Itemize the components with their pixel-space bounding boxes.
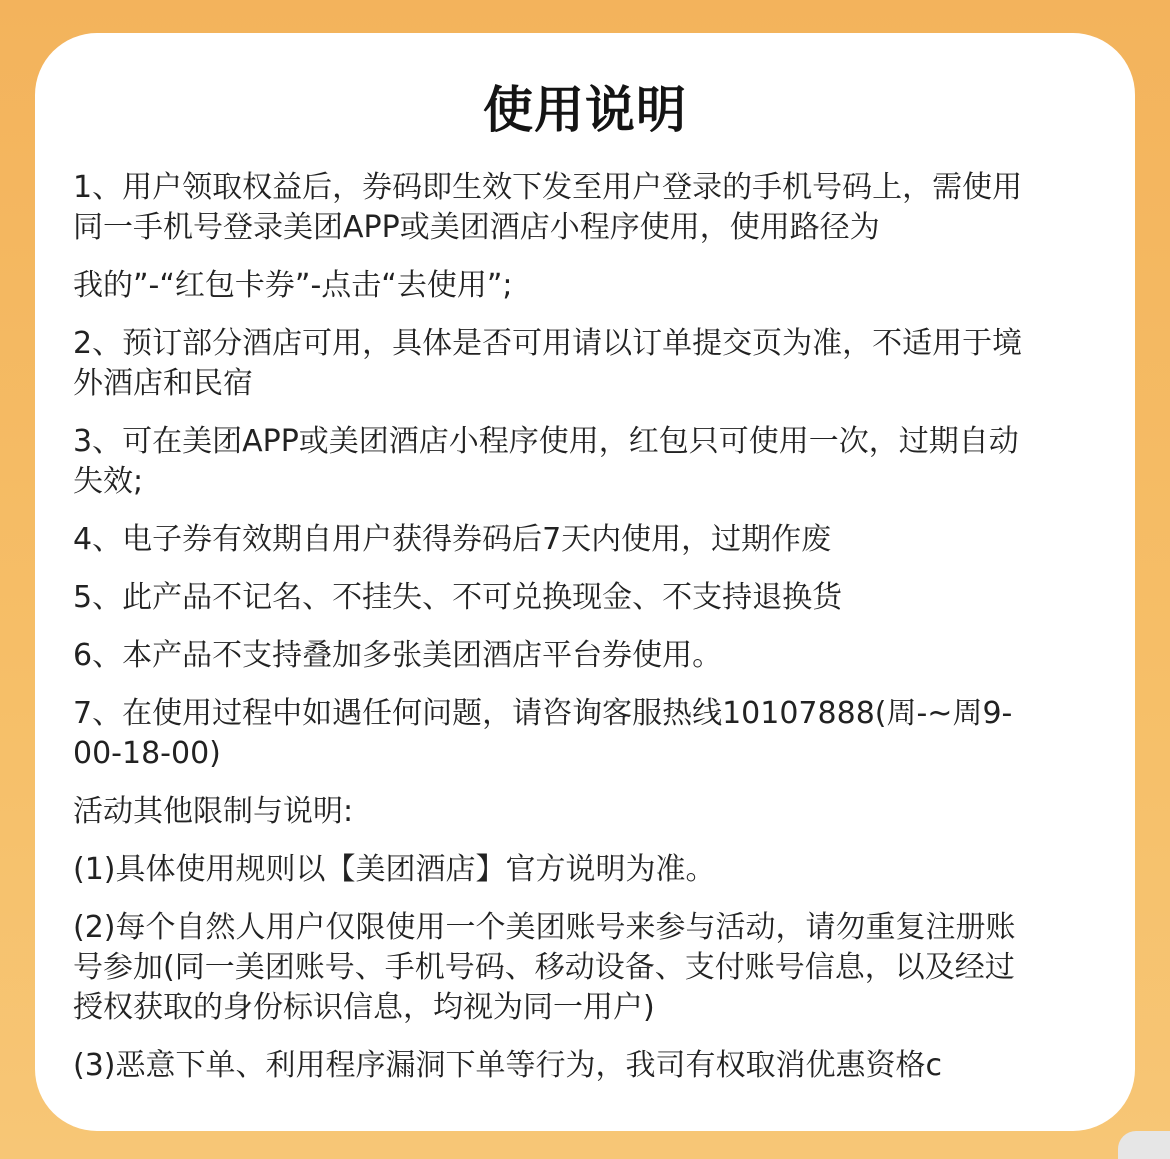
line: 00-18-00) <box>73 736 221 771</box>
instructions-card <box>35 33 1135 1131</box>
line: 外酒店和民宿 <box>73 366 253 401</box>
line: 1、用户领取权益后，券码即生效下发至用户登录的手机号码上，需使用 <box>73 170 1023 205</box>
line: 3、可在美团APP或美团酒店小程序使用，红包只可使用一次，过期自动 <box>73 424 1019 459</box>
line: 活动其他限制与说明: <box>73 794 354 829</box>
line: 授权获取的身份标识信息，均视为同一用户) <box>73 990 655 1025</box>
line: 6、本产品不支持叠加多张美团酒店平台券使用。 <box>73 638 723 673</box>
paragraph <box>73 520 1097 560</box>
paragraph <box>73 266 1097 306</box>
paragraph <box>73 324 1097 404</box>
paragraph <box>73 422 1097 502</box>
floating-corner-tab[interactable] <box>1118 1131 1170 1159</box>
line: 2、预订部分酒店可用，具体是否可用请以订单提交页为准，不适用于境 <box>73 326 1023 361</box>
paragraph <box>73 792 1097 832</box>
line: (3)恶意下单、利用程序漏洞下单等行为，我司有权取消优惠资格c <box>73 1048 942 1083</box>
line: (1)具体使用规则以【美团酒店】官方说明为准。 <box>73 852 716 887</box>
paragraph <box>73 850 1097 890</box>
instructions-body <box>73 168 1097 1086</box>
line: 号参加(同一美团账号、手机号码、移动设备、支付账号信息，以及经过 <box>73 950 1015 985</box>
line: 失效; <box>73 464 144 499</box>
line: 4、电子券有效期自用户获得券码后7天内使用，过期作废 <box>73 522 832 557</box>
paragraph <box>73 168 1097 248</box>
paragraph <box>73 694 1097 774</box>
line: 5、此产品不记名、不挂失、不可兑换现金、不支持退换货 <box>73 580 843 615</box>
line: (2)每个自然人用户仅限使用一个美团账号来参与活动，请勿重复注册账 <box>73 910 1016 945</box>
paragraph <box>73 636 1097 676</box>
paragraph <box>73 908 1097 1028</box>
line: 我的”-“红包卡券”-点击“去使用”; <box>73 268 513 303</box>
paragraph <box>73 1046 1097 1086</box>
page-title: 使用说明 <box>483 81 687 139</box>
line: 同一手机号登录美团APP或美团酒店小程序使用，使用路径为 <box>73 210 880 245</box>
line: 7、在使用过程中如遇任何问题，请咨询客服热线10107888(周-~周9- <box>73 696 1013 731</box>
paragraph <box>73 578 1097 618</box>
